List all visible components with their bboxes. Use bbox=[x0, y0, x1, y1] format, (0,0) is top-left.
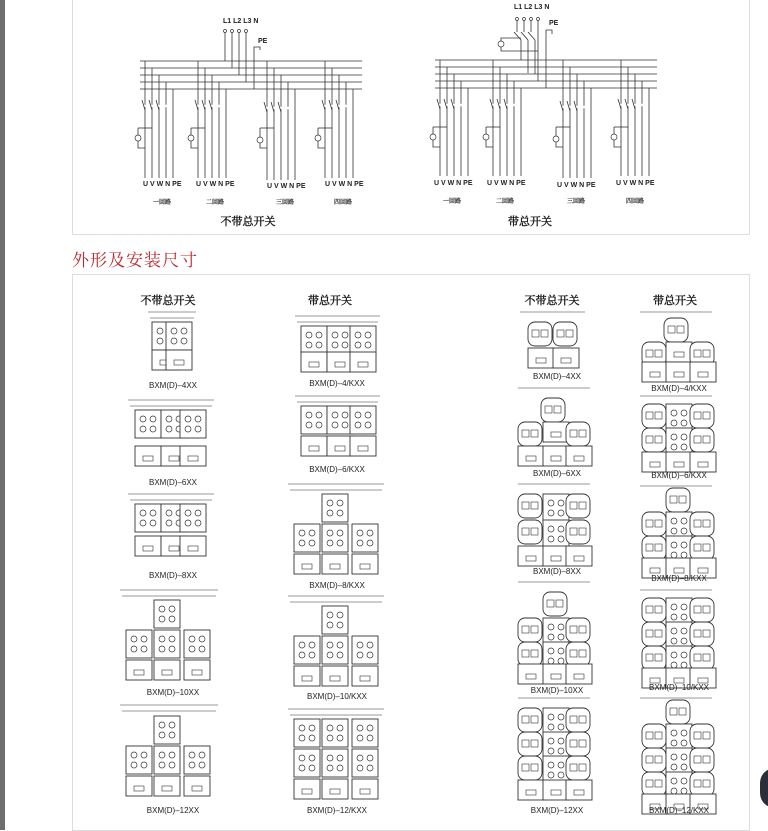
input-terminals-label: L1 L2 L3 N bbox=[223, 18, 259, 25]
model-label: BXM(D)–6XX bbox=[148, 478, 197, 487]
circuit-label: 四回路 bbox=[626, 199, 645, 205]
column-header: 不带总开关 bbox=[524, 294, 580, 307]
section-title-dimensions: 外形及安装尺寸 bbox=[72, 251, 198, 271]
model-label: BXM(D)–4XX bbox=[532, 372, 581, 381]
model-label: BXM(D)–8/KXX bbox=[309, 581, 365, 590]
pe-label: PE bbox=[258, 38, 268, 45]
model-label: BXM(D)–12XX bbox=[530, 806, 584, 815]
model-label: BXM(D)–8XX bbox=[532, 567, 581, 576]
column-header: 不带总开关 bbox=[140, 294, 196, 307]
circuit-label: 三回路 bbox=[276, 200, 295, 206]
circuit-label: 一回路 bbox=[153, 200, 172, 206]
column-header: 带总开关 bbox=[308, 294, 352, 307]
terminal-label: U V W N PE bbox=[143, 181, 182, 188]
terminal-label: U V W N PE bbox=[557, 182, 596, 189]
terminal-label: U V W N PE bbox=[325, 181, 364, 188]
circuit-label: 二回路 bbox=[496, 199, 515, 205]
model-label: BXM(D)–6XX bbox=[532, 469, 581, 478]
terminal-label: U V W N PE bbox=[616, 180, 655, 187]
circuit-label: 一回路 bbox=[443, 199, 462, 205]
model-label: BXM(D)–10/KXX bbox=[648, 683, 710, 692]
terminal-label: U V W N PE bbox=[434, 180, 473, 187]
model-label: BXM(D)–4/KXX bbox=[651, 384, 707, 393]
circuit-label: 四回路 bbox=[334, 200, 353, 206]
model-label: BXM(D)–4XX bbox=[148, 381, 197, 390]
wiring-caption-with-main-switch: 带总开关 bbox=[508, 215, 552, 228]
terminal-label: U V W N PE bbox=[267, 183, 306, 190]
column-header: 带总开关 bbox=[653, 294, 697, 307]
model-label: BXM(D)–10XX bbox=[146, 688, 200, 697]
pe-label: PE bbox=[549, 20, 559, 27]
model-label: BXM(D)–10/KXX bbox=[306, 692, 368, 701]
wiring-caption-no-main-switch: 不带总开关 bbox=[220, 215, 276, 228]
model-label: BXM(D)–4/KXX bbox=[309, 379, 365, 388]
model-label: BXM(D)–6/KXX bbox=[651, 471, 707, 480]
circuit-label: 二回路 bbox=[206, 200, 225, 206]
model-label: BXM(D)–6/KXX bbox=[309, 465, 365, 474]
model-label: BXM(D)–10XX bbox=[530, 686, 584, 695]
terminal-label: U V W N PE bbox=[487, 180, 526, 187]
model-label: BXM(D)–8XX bbox=[148, 571, 197, 580]
terminal-label: U V W N PE bbox=[196, 181, 235, 188]
model-label: BXM(D)–12/KXX bbox=[306, 806, 368, 815]
circuit-label: 三回路 bbox=[567, 199, 586, 205]
input-terminals-label: L1 L2 L3 N bbox=[514, 4, 550, 11]
model-label: BXM(D)–12/KXX bbox=[648, 806, 710, 815]
model-label: BXM(D)–8/KXX bbox=[651, 574, 707, 583]
model-label: BXM(D)–12XX bbox=[146, 806, 200, 815]
